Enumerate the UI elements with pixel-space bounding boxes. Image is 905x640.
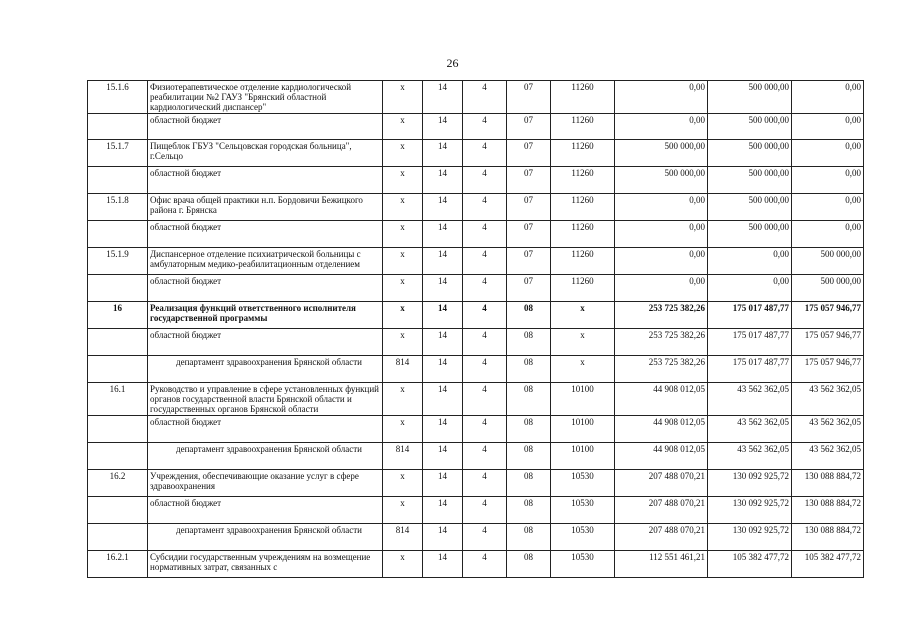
value-year-1: 44 908 012,05 <box>615 383 708 416</box>
col-2: 14 <box>423 248 463 275</box>
value-year-1: 253 725 382,26 <box>615 302 708 329</box>
table-row <box>88 356 864 383</box>
col-4: 07 <box>507 114 551 140</box>
col-3: 4 <box>463 383 507 416</box>
col-4: 07 <box>507 248 551 275</box>
col-1: 814 <box>383 443 423 470</box>
value-year-2: 500 000,00 <box>708 114 792 140</box>
row-code <box>88 114 148 140</box>
row-name: Субсидии государственным учреждениям на возмещение нормативных затрат, связанных с <box>148 551 383 578</box>
col-1: х <box>383 470 423 497</box>
table-row <box>88 194 864 221</box>
col-5: 11260 <box>551 81 615 114</box>
col-4: 08 <box>507 356 551 383</box>
row-code: 15.1.7 <box>88 140 148 167</box>
budget-table <box>87 80 864 578</box>
value-year-2: 0,00 <box>708 248 792 275</box>
value-year-2: 175 017 487,77 <box>708 356 792 383</box>
value-year-1: 500 000,00 <box>615 167 708 194</box>
value-year-3: 500 000,00 <box>792 248 864 275</box>
col-3: 4 <box>463 524 507 551</box>
col-4: 08 <box>507 302 551 329</box>
col-3: 4 <box>463 551 507 578</box>
col-2: 14 <box>423 194 463 221</box>
col-4: 08 <box>507 383 551 416</box>
value-year-3: 0,00 <box>792 167 864 194</box>
value-year-3: 43 562 362,05 <box>792 416 864 443</box>
col-5: 10530 <box>551 497 615 524</box>
row-name: Руководство и управление в сфере установленных функций органов государственной власти Брянской области и государственных органов Брянской области <box>148 383 383 416</box>
value-year-3: 0,00 <box>792 114 864 140</box>
col-5: 11260 <box>551 275 615 302</box>
row-name: департамент здравоохранения Брянской области <box>148 443 383 470</box>
row-name: областной бюджет <box>148 114 383 140</box>
row-code <box>88 356 148 383</box>
value-year-3: 175 057 946,77 <box>792 302 864 329</box>
row-code <box>88 275 148 302</box>
value-year-2: 130 092 925,72 <box>708 524 792 551</box>
col-2: 14 <box>423 470 463 497</box>
value-year-2: 0,00 <box>708 275 792 302</box>
value-year-3: 0,00 <box>792 194 864 221</box>
row-name: Физиотерапевтическое отделение кардиологической реабилитации №2 ГАУЗ "Брянский областной кардиологический диспансер" <box>148 81 383 114</box>
col-2: 14 <box>423 329 463 356</box>
col-3: 4 <box>463 416 507 443</box>
row-code: 16.2 <box>88 470 148 497</box>
value-year-1: 0,00 <box>615 194 708 221</box>
row-name: департамент здравоохранения Брянской области <box>148 356 383 383</box>
col-5: 11260 <box>551 221 615 248</box>
col-2: 14 <box>423 81 463 114</box>
col-1: х <box>383 140 423 167</box>
table-row <box>88 114 864 140</box>
value-year-1: 0,00 <box>615 81 708 114</box>
value-year-1: 112 551 461,21 <box>615 551 708 578</box>
value-year-2: 43 562 362,05 <box>708 416 792 443</box>
table-row <box>88 416 864 443</box>
col-2: 14 <box>423 356 463 383</box>
row-name: областной бюджет <box>148 416 383 443</box>
row-code: 16 <box>88 302 148 329</box>
row-code <box>88 221 148 248</box>
col-2: 14 <box>423 302 463 329</box>
col-3: 4 <box>463 470 507 497</box>
value-year-3: 43 562 362,05 <box>792 383 864 416</box>
col-5: 10530 <box>551 470 615 497</box>
col-5: х <box>551 356 615 383</box>
col-2: 14 <box>423 167 463 194</box>
row-name: Диспансерное отделение психиатрической больницы с амбулаторным медико-реабилитационным отделением <box>148 248 383 275</box>
row-code <box>88 497 148 524</box>
value-year-1: 253 725 382,26 <box>615 356 708 383</box>
col-4: 07 <box>507 221 551 248</box>
value-year-2: 130 092 925,72 <box>708 497 792 524</box>
value-year-3: 0,00 <box>792 221 864 248</box>
col-5: 11260 <box>551 140 615 167</box>
col-2: 14 <box>423 114 463 140</box>
table-row <box>88 275 864 302</box>
row-code <box>88 524 148 551</box>
col-3: 4 <box>463 167 507 194</box>
col-5: х <box>551 329 615 356</box>
col-3: 4 <box>463 81 507 114</box>
value-year-2: 500 000,00 <box>708 167 792 194</box>
value-year-2: 500 000,00 <box>708 221 792 248</box>
value-year-1: 253 725 382,26 <box>615 329 708 356</box>
value-year-3: 130 088 884,72 <box>792 524 864 551</box>
value-year-3: 0,00 <box>792 140 864 167</box>
row-name: Офис врача общей практики н.п. Бордовичи Бежицкого района г. Брянска <box>148 194 383 221</box>
col-3: 4 <box>463 114 507 140</box>
value-year-3: 0,00 <box>792 81 864 114</box>
col-1: х <box>383 194 423 221</box>
table-row <box>88 470 864 497</box>
table-row <box>88 140 864 167</box>
row-code <box>88 416 148 443</box>
col-1: х <box>383 302 423 329</box>
row-name: Учреждения, обеспечивающие оказание услуг в сфере здравоохранения <box>148 470 383 497</box>
row-name: областной бюджет <box>148 329 383 356</box>
value-year-3: 500 000,00 <box>792 275 864 302</box>
col-1: х <box>383 416 423 443</box>
col-4: 08 <box>507 443 551 470</box>
value-year-1: 44 908 012,05 <box>615 416 708 443</box>
col-2: 14 <box>423 443 463 470</box>
value-year-2: 130 092 925,72 <box>708 470 792 497</box>
col-1: х <box>383 551 423 578</box>
col-2: 14 <box>423 524 463 551</box>
value-year-2: 105 382 477,72 <box>708 551 792 578</box>
table-row <box>88 248 864 275</box>
row-name: областной бюджет <box>148 497 383 524</box>
row-name: областной бюджет <box>148 221 383 248</box>
table-row <box>88 524 864 551</box>
value-year-2: 500 000,00 <box>708 140 792 167</box>
col-4: 08 <box>507 497 551 524</box>
col-1: х <box>383 497 423 524</box>
page-number: 26 <box>446 56 459 70</box>
col-3: 4 <box>463 194 507 221</box>
value-year-3: 130 088 884,72 <box>792 497 864 524</box>
col-3: 4 <box>463 221 507 248</box>
col-4: 07 <box>507 81 551 114</box>
table-row <box>88 551 864 578</box>
table-row <box>88 443 864 470</box>
value-year-1: 44 908 012,05 <box>615 443 708 470</box>
value-year-2: 43 562 362,05 <box>708 383 792 416</box>
value-year-1: 0,00 <box>615 248 708 275</box>
value-year-2: 175 017 487,77 <box>708 302 792 329</box>
value-year-3: 130 088 884,72 <box>792 470 864 497</box>
col-3: 4 <box>463 356 507 383</box>
row-name: Пищеблок ГБУЗ "Сельцовская городская больница", г.Сельцо <box>148 140 383 167</box>
col-1: х <box>383 248 423 275</box>
value-year-1: 0,00 <box>615 114 708 140</box>
col-4: 07 <box>507 275 551 302</box>
row-code: 16.2.1 <box>88 551 148 578</box>
col-1: х <box>383 275 423 302</box>
col-2: 14 <box>423 383 463 416</box>
value-year-1: 207 488 070,21 <box>615 497 708 524</box>
value-year-2: 500 000,00 <box>708 81 792 114</box>
col-4: 07 <box>507 194 551 221</box>
value-year-1: 207 488 070,21 <box>615 524 708 551</box>
table-row <box>88 221 864 248</box>
col-4: 07 <box>507 167 551 194</box>
row-code: 15.1.9 <box>88 248 148 275</box>
col-5: 10100 <box>551 416 615 443</box>
value-year-3: 175 057 946,77 <box>792 329 864 356</box>
value-year-1: 0,00 <box>615 221 708 248</box>
row-code: 16.1 <box>88 383 148 416</box>
col-4: 08 <box>507 524 551 551</box>
row-code: 15.1.8 <box>88 194 148 221</box>
col-2: 14 <box>423 551 463 578</box>
value-year-1: 0,00 <box>615 275 708 302</box>
value-year-2: 43 562 362,05 <box>708 443 792 470</box>
value-year-3: 175 057 946,77 <box>792 356 864 383</box>
table-row <box>88 329 864 356</box>
value-year-2: 500 000,00 <box>708 194 792 221</box>
row-code: 15.1.6 <box>88 81 148 114</box>
value-year-3: 105 382 477,72 <box>792 551 864 578</box>
col-5: 11260 <box>551 248 615 275</box>
col-5: 10100 <box>551 383 615 416</box>
col-5: х <box>551 302 615 329</box>
col-3: 4 <box>463 248 507 275</box>
col-2: 14 <box>423 140 463 167</box>
col-5: 11260 <box>551 167 615 194</box>
row-name: Реализация функций ответственного исполнителя государственной программы <box>148 302 383 329</box>
col-2: 14 <box>423 275 463 302</box>
col-3: 4 <box>463 302 507 329</box>
table-row <box>88 81 864 114</box>
col-1: 814 <box>383 356 423 383</box>
col-5: 11260 <box>551 114 615 140</box>
row-code <box>88 167 148 194</box>
col-4: 08 <box>507 329 551 356</box>
value-year-2: 175 017 487,77 <box>708 329 792 356</box>
col-4: 08 <box>507 551 551 578</box>
col-3: 4 <box>463 275 507 302</box>
table-row <box>88 383 864 416</box>
col-2: 14 <box>423 416 463 443</box>
col-1: х <box>383 114 423 140</box>
col-3: 4 <box>463 443 507 470</box>
table-row <box>88 302 864 329</box>
value-year-3: 43 562 362,05 <box>792 443 864 470</box>
col-1: х <box>383 329 423 356</box>
col-5: 10530 <box>551 551 615 578</box>
row-code <box>88 443 148 470</box>
value-year-1: 207 488 070,21 <box>615 470 708 497</box>
col-4: 08 <box>507 470 551 497</box>
col-2: 14 <box>423 497 463 524</box>
col-4: 08 <box>507 416 551 443</box>
col-2: 14 <box>423 221 463 248</box>
table-row <box>88 167 864 194</box>
col-1: 814 <box>383 524 423 551</box>
row-code <box>88 329 148 356</box>
col-1: х <box>383 167 423 194</box>
col-5: 10530 <box>551 524 615 551</box>
value-year-1: 500 000,00 <box>615 140 708 167</box>
col-1: х <box>383 81 423 114</box>
row-name: департамент здравоохранения Брянской области <box>148 524 383 551</box>
col-3: 4 <box>463 329 507 356</box>
col-1: х <box>383 221 423 248</box>
col-5: 10100 <box>551 443 615 470</box>
col-4: 07 <box>507 140 551 167</box>
col-3: 4 <box>463 140 507 167</box>
row-name: областной бюджет <box>148 275 383 302</box>
col-5: 11260 <box>551 194 615 221</box>
row-name: областной бюджет <box>148 167 383 194</box>
col-1: х <box>383 383 423 416</box>
table-row <box>88 497 864 524</box>
col-3: 4 <box>463 497 507 524</box>
